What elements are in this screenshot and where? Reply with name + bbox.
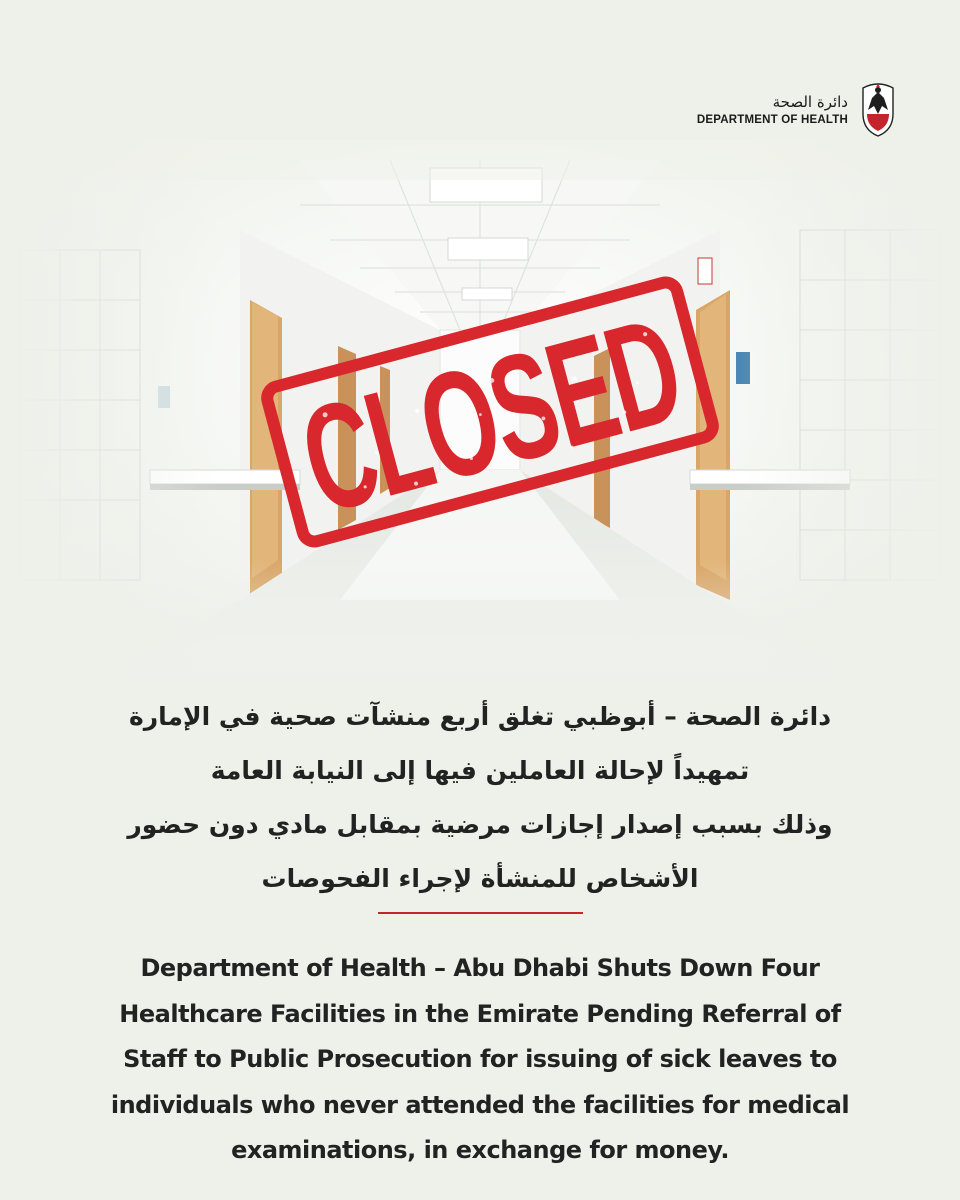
headline-english-line: Department of Health – Abu Dhabi Shuts Down Four [140, 954, 820, 982]
department-of-health-logo [697, 80, 898, 138]
closed-stamp-text: CLOSED [285, 227, 910, 546]
headline-english-line: examinations, in exchange for money. [231, 1136, 729, 1164]
closed-stamp [250, 227, 910, 562]
headline-english-line: Staff to Public Prosecution for issuing of sick leaves to [123, 1045, 837, 1073]
logo-arabic-text: دائرة الصحة [772, 92, 848, 111]
headline-arabic-line: دائرة الصحة – أبوظبي تغلق أربع منشآت صحية في الإمارة [128, 702, 832, 731]
headline-arabic-line: الأشخاص للمنشأة لإجراء الفحوصات [261, 864, 699, 893]
headline-english-line: individuals who never attended the facilities for medical [110, 1090, 850, 1119]
logo-english-text: DEPARTMENT OF HEALTH [696, 113, 848, 126]
headline-arabic-line: وذلك بسبب إصدار إجازات مرضية بمقابل مادي دون حضور [127, 810, 833, 839]
falcon-emblem-icon [858, 80, 898, 138]
headline-arabic-line: تمهيداً لإحالة العاملين فيها إلى النيابة العامة [210, 756, 750, 785]
headline-arabic [60, 690, 900, 906]
headline-english-line: Healthcare Facilities in the Emirate Pending Referral of [119, 999, 841, 1028]
divider [378, 912, 583, 914]
headline-english [50, 946, 910, 1174]
